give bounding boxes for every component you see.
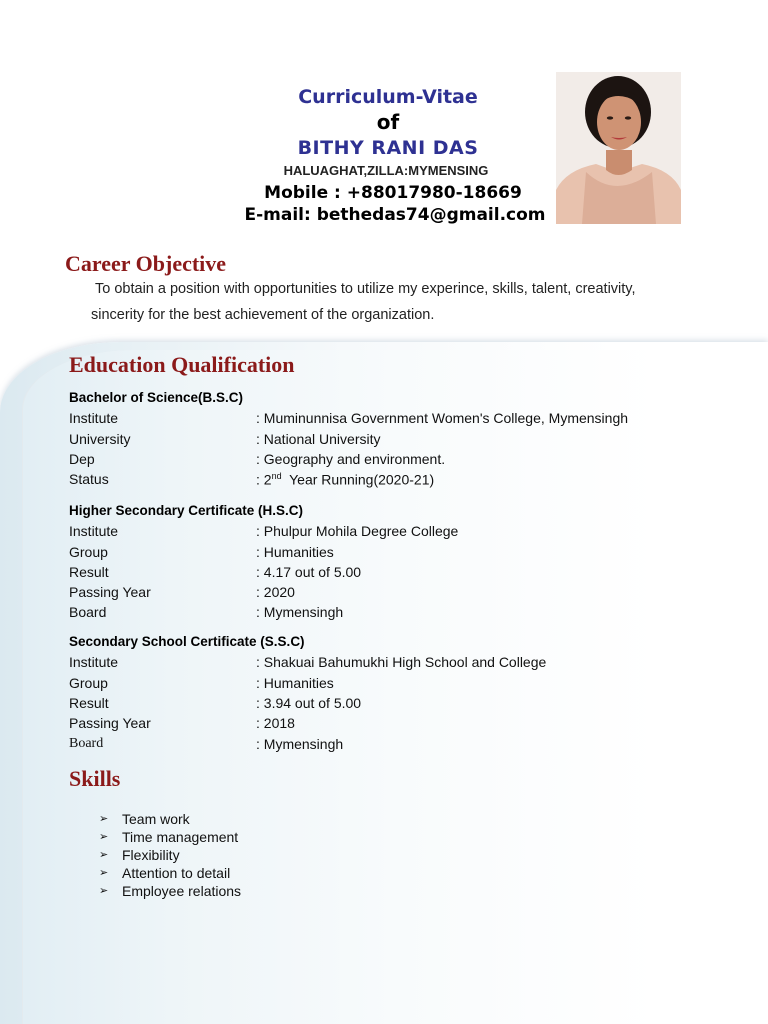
row-label: Group — [69, 675, 108, 691]
list-item — [99, 882, 241, 900]
ssc-row-board — [69, 736, 749, 756]
ssc-row-group — [69, 675, 749, 695]
career-objective-text — [93, 276, 693, 328]
arrow-bullet-icon: ➢ — [99, 885, 109, 897]
career-objective-line-1: To obtain a position with opportunities to utilize my experince, skills, talent, creativity, — [95, 281, 636, 297]
arrow-bullet-icon: ➢ — [99, 849, 109, 861]
row-value — [256, 471, 434, 488]
ssc-row-passing-year — [69, 715, 749, 735]
bsc-row-status — [69, 471, 749, 491]
hsc-row-board — [69, 604, 749, 624]
row-value: : 3.94 out of 5.00 — [256, 695, 362, 711]
row-label: University — [69, 431, 131, 447]
row-value: : National University — [256, 431, 381, 447]
row-value: : Mymensingh — [256, 604, 344, 620]
skills-list — [99, 810, 241, 900]
education-heading: Education Qualification — [69, 352, 295, 377]
skill-label: Flexibility — [122, 847, 180, 863]
ssc-row-result — [69, 695, 749, 715]
row-value: : Mymensingh — [256, 736, 344, 752]
row-label: Institute — [69, 410, 119, 426]
hsc-title: Higher Secondary Certificate (H.S.C) — [69, 503, 304, 518]
list-item — [99, 864, 241, 882]
career-objective-line-2: sincerity for the best achievement of the organization. — [91, 307, 435, 323]
hsc-row-result — [69, 564, 749, 584]
applicant-address: HALUAGHAT,ZILLA:MYMENSING — [283, 163, 489, 178]
row-value: : Geography and environment. — [256, 451, 446, 467]
row-value: : Muminunnisa Government Women's College, Mymensingh — [256, 410, 629, 426]
applicant-mobile: Mobile : +88017980-18669 — [264, 183, 522, 203]
bsc-row-institute — [69, 410, 749, 430]
skills-heading: Skills — [69, 766, 121, 791]
row-label: Dep — [69, 451, 95, 467]
bsc-row-university — [69, 431, 749, 451]
skill-label: Time management — [122, 829, 239, 845]
row-label: Group — [69, 544, 108, 560]
row-value: : 2020 — [256, 584, 295, 600]
status-suffix: Year Running(2020-21) — [281, 471, 435, 488]
row-label: Institute — [69, 654, 119, 670]
status-prefix: : 2 — [256, 471, 272, 488]
ssc-title: Secondary School Certificate (S.S.C) — [69, 634, 305, 649]
bsc-title: Bachelor of Science(B.S.C) — [69, 390, 244, 405]
profile-photo — [556, 72, 681, 224]
row-label: Result — [69, 564, 109, 580]
cv-of: of — [376, 110, 400, 134]
career-objective-heading: Career Objective — [65, 251, 227, 276]
arrow-bullet-icon: ➢ — [99, 813, 109, 825]
hsc-row-passing-year — [69, 584, 749, 604]
row-label: Passing Year — [69, 715, 151, 731]
row-label: Passing Year — [69, 584, 151, 600]
skill-label: Employee relations — [122, 883, 242, 899]
list-item — [99, 846, 241, 864]
hsc-row-institute — [69, 523, 749, 543]
row-value: : Shakuai Bahumukhi High School and College — [256, 654, 547, 670]
row-label: Board — [69, 604, 107, 620]
list-item — [99, 810, 241, 828]
row-value: : 2018 — [256, 715, 295, 731]
applicant-name: BITHY RANI DAS — [297, 137, 479, 159]
row-label: Result — [69, 695, 109, 711]
arrow-bullet-icon: ➢ — [99, 867, 109, 879]
row-label: Board — [69, 736, 104, 751]
row-value: : Phulpur Mohila Degree College — [256, 523, 459, 539]
row-value: : Humanities — [256, 675, 334, 691]
arrow-bullet-icon: ➢ — [99, 831, 109, 843]
bsc-row-dep — [69, 451, 749, 471]
list-item — [99, 828, 241, 846]
row-value: : 4.17 out of 5.00 — [256, 564, 362, 580]
row-label: Institute — [69, 523, 119, 539]
skill-label: Attention to detail — [122, 865, 231, 881]
row-value: : Humanities — [256, 544, 334, 560]
skill-label: Team work — [122, 811, 190, 827]
row-label: Status — [69, 471, 109, 487]
applicant-email: E-mail: bethedas74@gmail.com — [244, 205, 546, 225]
hsc-row-group — [69, 544, 749, 564]
status-superscript: nd — [271, 471, 282, 481]
cv-title: Curriculum-Vitae — [298, 86, 478, 108]
ssc-row-institute — [69, 654, 749, 674]
